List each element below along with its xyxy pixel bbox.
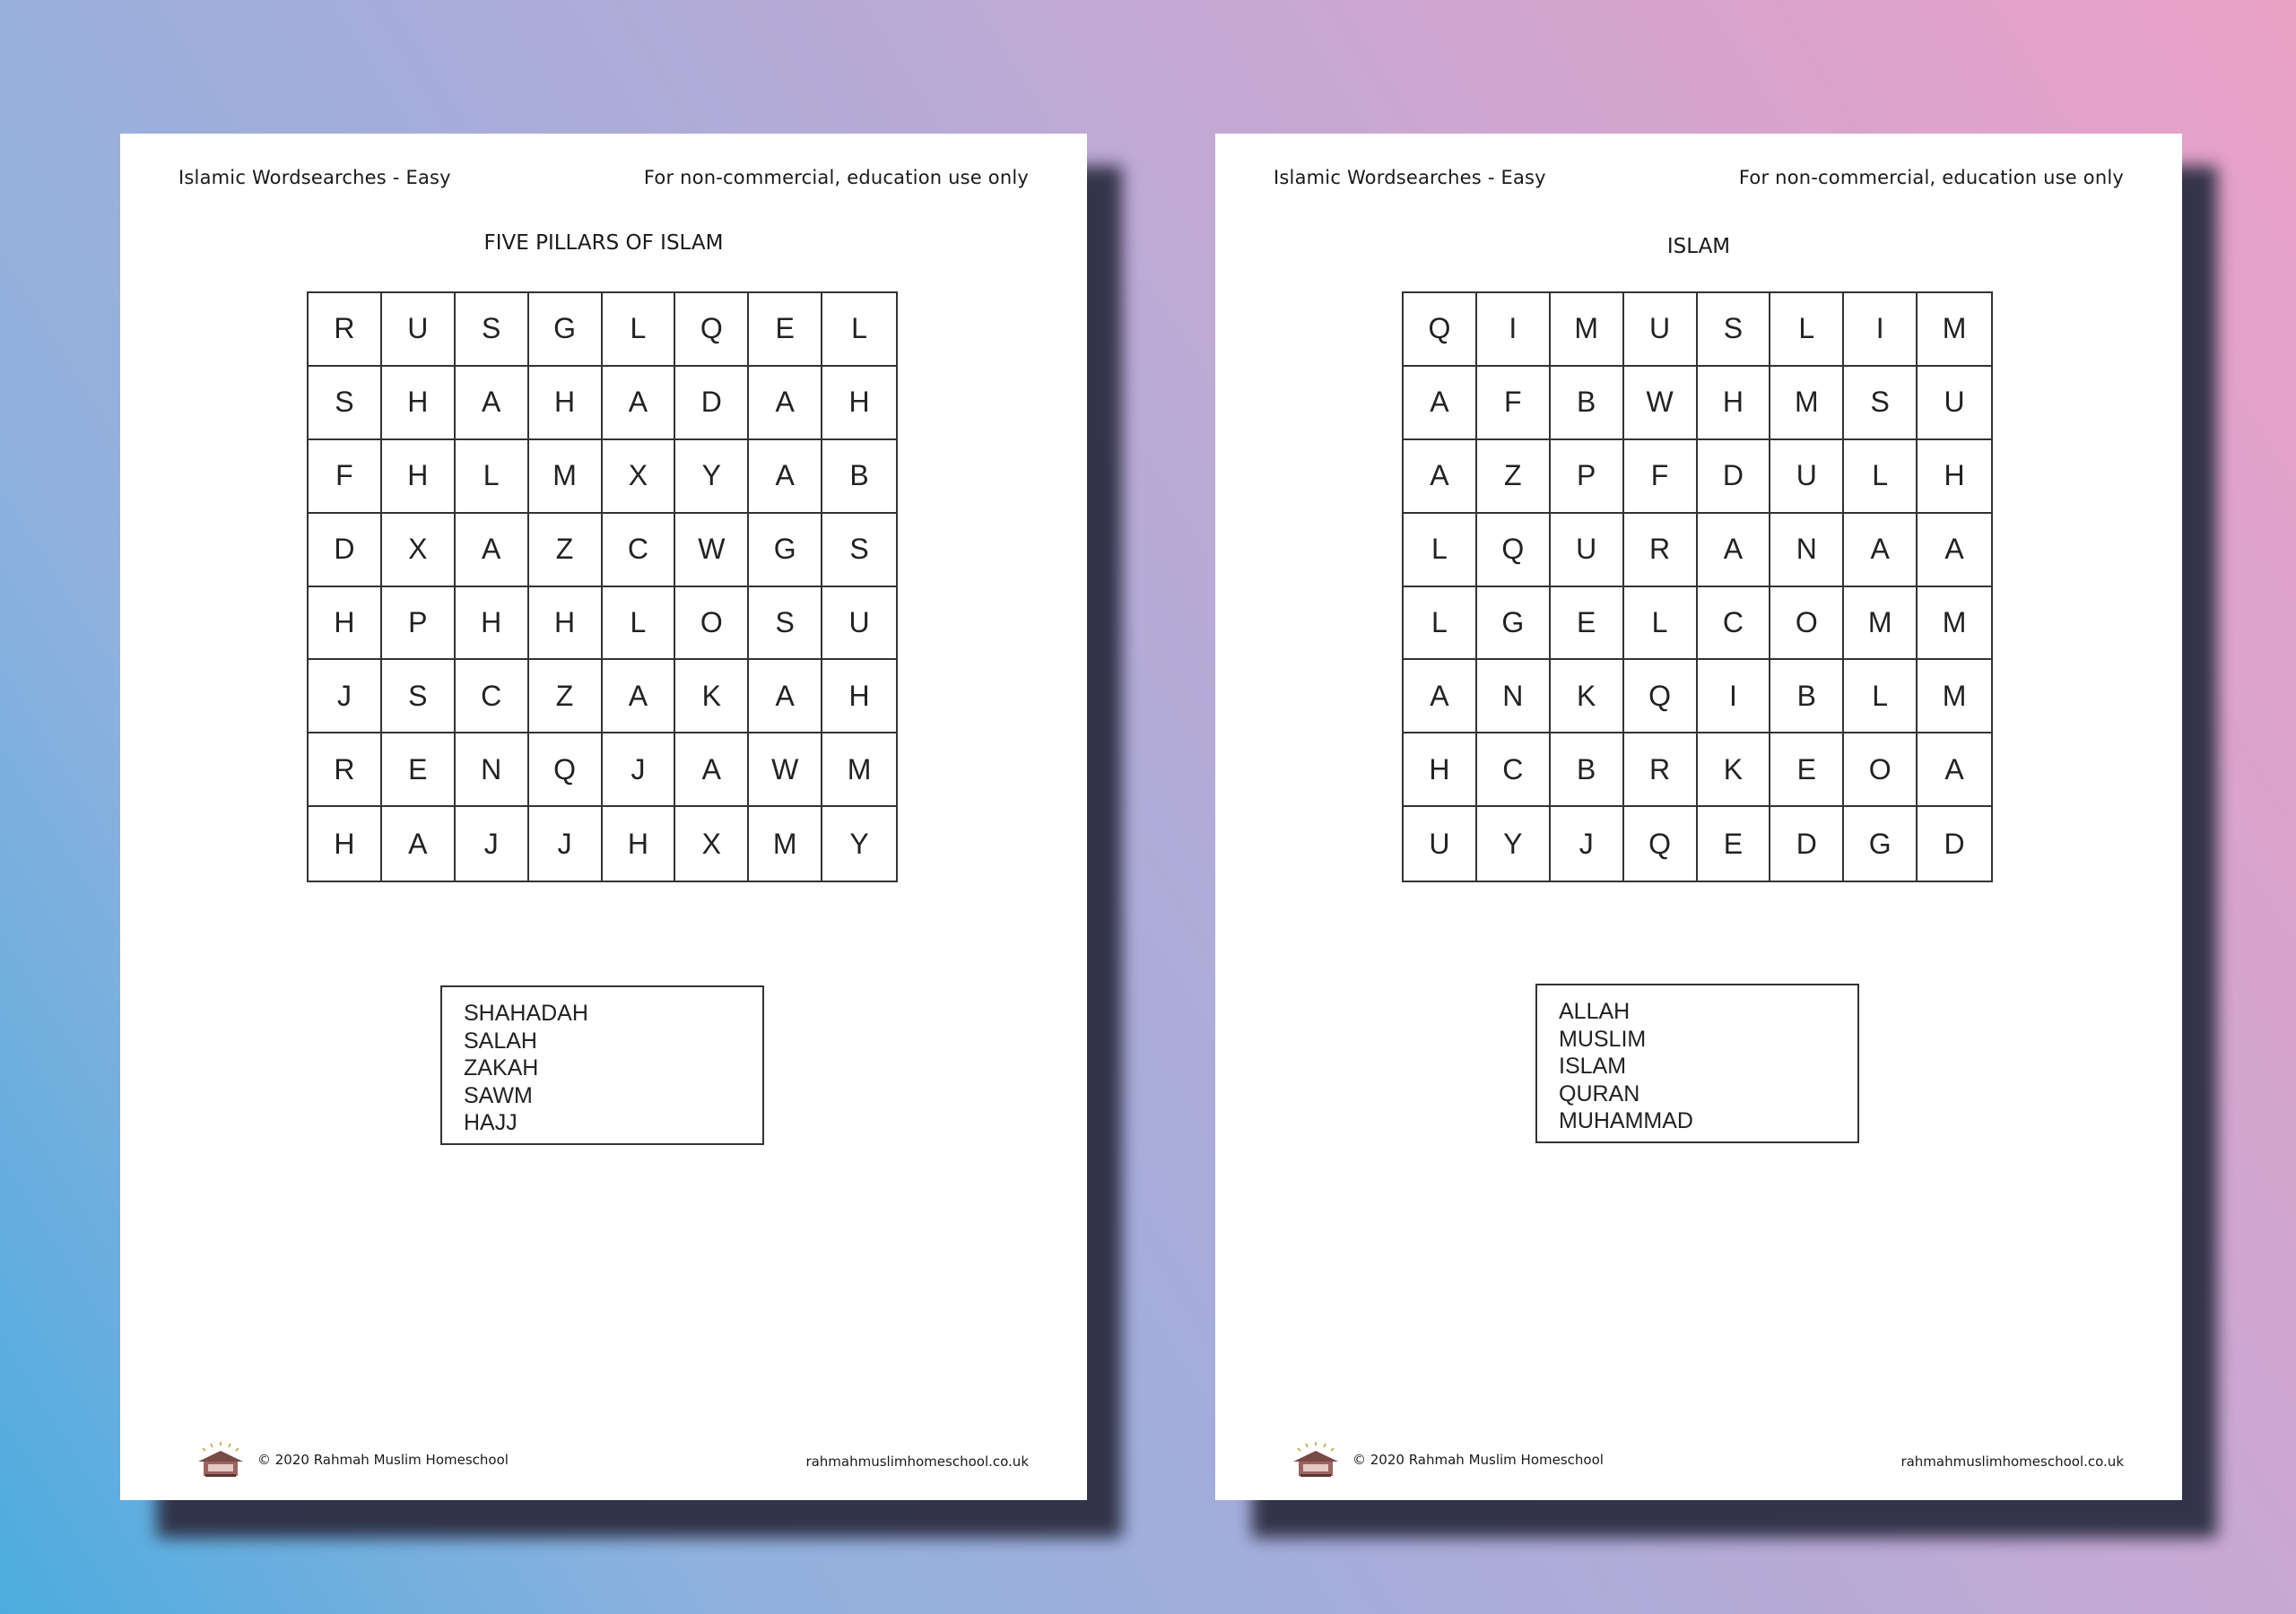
grid-cell: H xyxy=(529,587,603,661)
house-logo-icon xyxy=(1290,1440,1342,1480)
grid-cell: A xyxy=(603,660,676,733)
grid-cell: A xyxy=(1918,733,1991,807)
grid-cell: S xyxy=(822,514,896,587)
grid-cell: D xyxy=(675,367,749,440)
grid-cell: G xyxy=(529,293,603,367)
grid-cell: H xyxy=(309,587,382,661)
grid-cell: E xyxy=(1551,587,1624,661)
grid-cell: U xyxy=(1404,807,1477,881)
copyright-text: © 2020 Rahmah Muslim Homeschool xyxy=(257,1452,509,1468)
grid-cell: S xyxy=(1844,367,1918,440)
word-list-item: ISLAM xyxy=(1559,1054,1627,1079)
grid-cell: H xyxy=(529,367,603,440)
word-list-item: MUHAMMAD xyxy=(1559,1108,1693,1133)
header-left: Islamic Wordsearches - Easy xyxy=(1274,167,1546,188)
word-list-item: ZAKAH xyxy=(464,1055,539,1080)
grid-cell: A xyxy=(382,807,456,881)
grid-cell: L xyxy=(822,293,896,367)
grid-cell: M xyxy=(1844,587,1918,661)
grid-cell: A xyxy=(1404,660,1477,733)
grid-cell: M xyxy=(1770,367,1844,440)
grid-cell: D xyxy=(309,514,382,587)
grid-cell: U xyxy=(1551,514,1624,587)
word-list-item: ALLAH xyxy=(1559,999,1631,1024)
grid-cell: L xyxy=(1844,660,1918,733)
grid-cell: J xyxy=(529,807,603,881)
grid-cell: N xyxy=(1477,660,1551,733)
worksheet-title: FIVE PILLARS OF ISLAM xyxy=(483,231,724,255)
word-list-item: SALAH xyxy=(464,1028,537,1054)
footer-left xyxy=(1290,1440,1604,1480)
grid-cell: X xyxy=(675,807,749,881)
grid-cell: S xyxy=(456,293,529,367)
grid-cell: H xyxy=(1698,367,1771,440)
grid-cell: R xyxy=(1624,514,1698,587)
grid-cell: K xyxy=(675,660,749,733)
grid-cell: A xyxy=(675,733,749,807)
grid-cell: N xyxy=(456,733,529,807)
grid-cell: H xyxy=(1404,733,1477,807)
grid-cell: I xyxy=(1844,293,1918,367)
grid-cell: Q xyxy=(529,733,603,807)
grid-cell: F xyxy=(1477,367,1551,440)
grid-cell: Q xyxy=(1404,293,1477,367)
grid-cell: D xyxy=(1944,827,1965,860)
grid-cell: H xyxy=(456,587,529,661)
grid-cell: N xyxy=(1770,514,1844,587)
grid-cell: Q xyxy=(1624,807,1698,881)
grid-cell: F xyxy=(1624,440,1698,514)
grid-cell: M xyxy=(1918,293,1991,367)
grid-cell: I xyxy=(1477,293,1551,367)
grid-cell: A xyxy=(1698,514,1771,587)
grid-cell: P xyxy=(382,587,456,661)
grid-cell: Q xyxy=(1477,514,1551,587)
grid-cell: K xyxy=(1551,660,1624,733)
grid-cell: L xyxy=(603,293,676,367)
grid-cell: L xyxy=(1404,514,1477,587)
word-list-item: SHAHADAH xyxy=(464,1001,588,1026)
grid-cell: J xyxy=(309,660,382,733)
grid-cell: Q xyxy=(1624,660,1698,733)
grid-cell: Z xyxy=(529,660,603,733)
grid-cell: G xyxy=(749,514,822,587)
grid-cell: H xyxy=(1918,440,1991,514)
grid-cell: A xyxy=(1404,367,1477,440)
copyright-text: © 2020 Rahmah Muslim Homeschool xyxy=(1352,1452,1604,1468)
grid-cell: L xyxy=(1404,587,1477,661)
footer-left xyxy=(195,1440,509,1480)
grid-cell: A xyxy=(1918,514,1991,587)
grid-cell: D xyxy=(1698,440,1771,514)
grid-cell: A xyxy=(603,367,676,440)
grid-cell: S xyxy=(1698,293,1771,367)
grid-cell: W xyxy=(749,733,822,807)
grid-cell: U xyxy=(382,293,456,367)
grid-cell: H xyxy=(603,807,676,881)
grid-cell: A xyxy=(456,514,529,587)
grid-cell: A xyxy=(456,367,529,440)
grid-cell: L xyxy=(1844,440,1918,514)
grid-cell: E xyxy=(1770,733,1844,807)
grid-cell: Y xyxy=(849,827,869,860)
grid-cell: L xyxy=(1624,587,1698,661)
grid-cell: S xyxy=(382,660,456,733)
grid-cell: M xyxy=(1918,660,1991,733)
grid-cell: L xyxy=(1770,293,1844,367)
word-list-item: QURAN xyxy=(1559,1080,1640,1106)
grid-cell: H xyxy=(382,440,456,514)
grid-cell: D xyxy=(1770,807,1844,881)
grid-cell: E xyxy=(382,733,456,807)
grid-cell: K xyxy=(1698,733,1771,807)
grid-cell: C xyxy=(1698,587,1771,661)
grid-cell: J xyxy=(1551,807,1624,881)
grid-cell: U xyxy=(1918,367,1991,440)
grid-cell: Z xyxy=(529,514,603,587)
grid-cell: U xyxy=(1624,293,1698,367)
word-list xyxy=(440,985,764,1145)
grid-cell: O xyxy=(1844,733,1918,807)
grid-cell: B xyxy=(1551,733,1624,807)
grid-cell: H xyxy=(822,660,896,733)
grid-cell: Y xyxy=(675,440,749,514)
grid-cell: Q xyxy=(675,293,749,367)
header-left: Islamic Wordsearches - Easy xyxy=(178,167,451,188)
website-url: rahmahmuslimhomeschool.co.uk xyxy=(1900,1453,2124,1470)
grid-cell: W xyxy=(1624,367,1698,440)
grid-cell: H xyxy=(822,367,896,440)
grid-cell: L xyxy=(456,440,529,514)
grid-cell: Y xyxy=(1477,807,1551,881)
grid-cell: X xyxy=(603,440,676,514)
website-url: rahmahmuslimhomeschool.co.uk xyxy=(805,1453,1029,1470)
worksheet-five-pillars xyxy=(120,134,1087,1500)
grid-cell: M xyxy=(529,440,603,514)
grid-cell: C xyxy=(456,660,529,733)
grid-cell: R xyxy=(309,733,382,807)
grid-cell: S xyxy=(309,367,382,440)
grid-cell: A xyxy=(749,440,822,514)
letter-grid xyxy=(307,291,898,882)
grid-cell: G xyxy=(1477,587,1551,661)
word-list xyxy=(1535,984,1859,1143)
grid-cell: A xyxy=(1844,514,1918,587)
worksheet-islam xyxy=(1215,134,2182,1500)
header-right: For non-commercial, education use only xyxy=(643,167,1029,188)
grid-cell: B xyxy=(822,440,896,514)
grid-cell: M xyxy=(749,807,822,881)
grid-cell: L xyxy=(603,587,676,661)
grid-cell: O xyxy=(1770,587,1844,661)
grid-cell: M xyxy=(1918,587,1991,661)
worksheet-title: ISLAM xyxy=(1666,235,1731,258)
grid-cell: Z xyxy=(1477,440,1551,514)
grid-cell: C xyxy=(603,514,676,587)
grid-cell: P xyxy=(1551,440,1624,514)
grid-cell: X xyxy=(382,514,456,587)
grid-cell: J xyxy=(456,807,529,881)
grid-cell: G xyxy=(1844,807,1918,881)
word-list-item: SAWM xyxy=(464,1082,533,1108)
grid-cell: A xyxy=(1404,440,1477,514)
grid-cell: A xyxy=(749,660,822,733)
grid-cell: E xyxy=(1698,807,1771,881)
grid-cell: H xyxy=(309,807,382,881)
letter-grid xyxy=(1402,291,1993,882)
grid-cell: C xyxy=(1477,733,1551,807)
grid-cell: R xyxy=(1624,733,1698,807)
grid-cell: F xyxy=(309,440,382,514)
grid-cell: I xyxy=(1698,660,1771,733)
grid-cell: U xyxy=(1770,440,1844,514)
grid-cell: O xyxy=(675,587,749,661)
word-list-item: MUSLIM xyxy=(1559,1026,1647,1052)
grid-cell: A xyxy=(749,367,822,440)
header-right: For non-commercial, education use only xyxy=(1738,167,2124,188)
grid-cell: J xyxy=(603,733,676,807)
grid-cell: B xyxy=(1551,367,1624,440)
grid-cell: E xyxy=(749,293,822,367)
grid-cell: H xyxy=(382,367,456,440)
grid-cell: U xyxy=(822,587,896,661)
word-list-item: HAJJ xyxy=(464,1110,517,1135)
grid-cell: S xyxy=(749,587,822,661)
grid-cell: B xyxy=(1770,660,1844,733)
grid-cell: M xyxy=(822,733,896,807)
grid-cell: R xyxy=(309,293,382,367)
grid-cell: M xyxy=(1551,293,1624,367)
grid-cell: W xyxy=(675,514,749,587)
house-logo-icon xyxy=(195,1440,247,1480)
